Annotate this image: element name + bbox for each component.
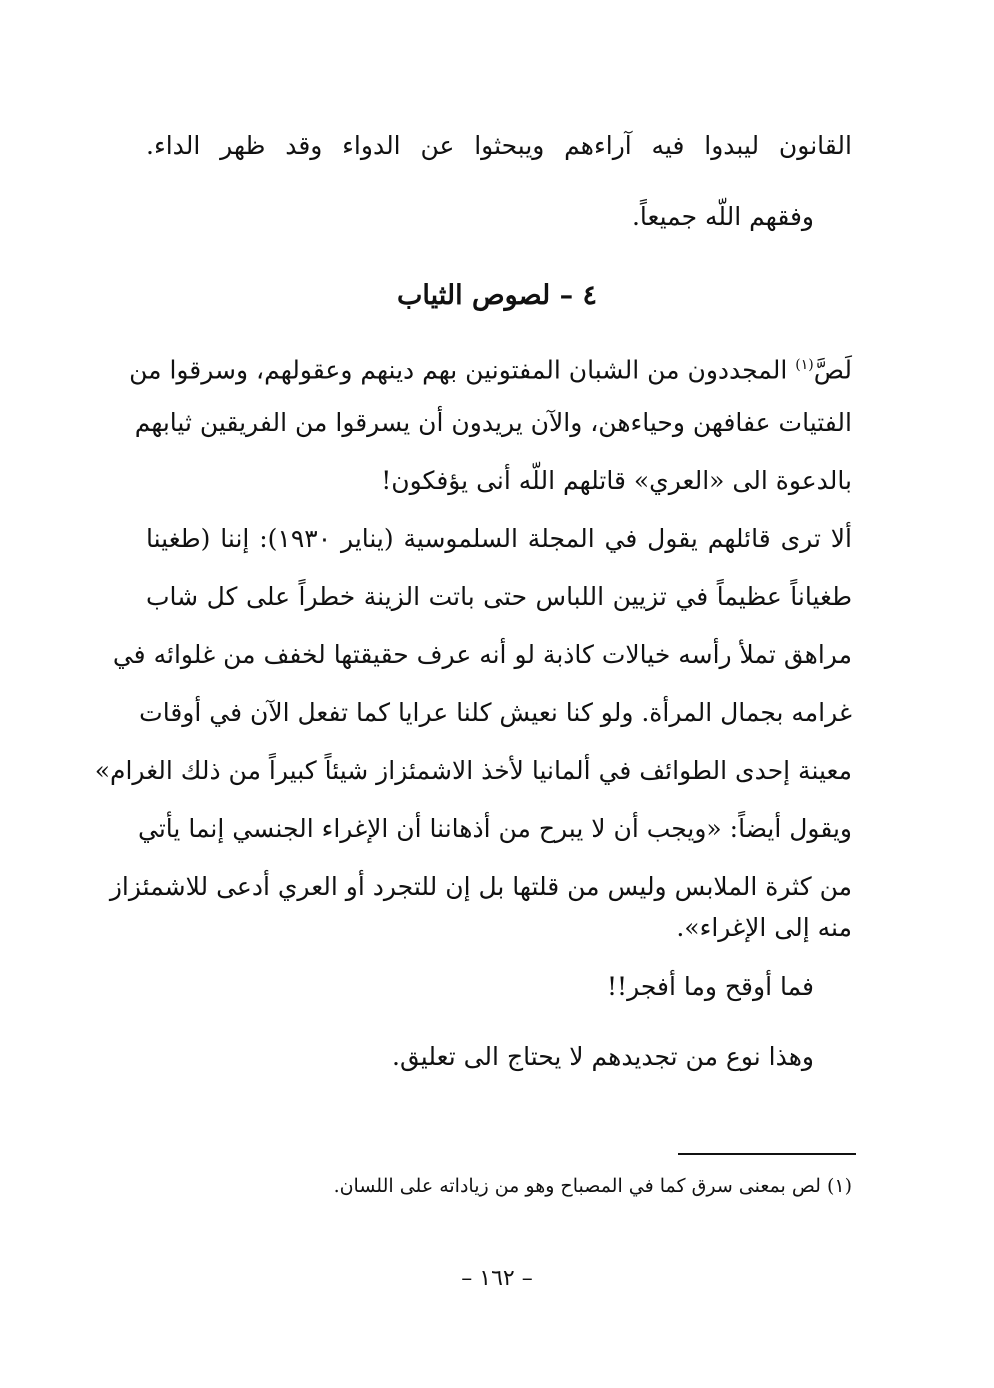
paragraph-line: وفقهم اللّه جميعاً. xyxy=(631,202,814,231)
paragraph-line: وهذا نوع من تجديدهم لا يحتاج الى تعليق. xyxy=(392,1042,814,1071)
paragraph-line: مراهق تملأ رأسه خيالات كاذبة لو أنه عرف حقيقتها لخفف من غلوائه في xyxy=(112,640,852,669)
paragraph-line xyxy=(129,345,852,390)
footnote-divider xyxy=(678,1153,856,1155)
paragraph-first-word: لَصَّ xyxy=(813,355,852,385)
page-number: – ١٦٢ – xyxy=(461,1266,533,1291)
paragraph-line: ألا ترى قائلهم يقول في المجلة السلموسية (يناير ١٩٣٠): إننا (طغينا xyxy=(146,524,852,553)
paragraph-line: ويقول أيضاً: «ويجب أن لا يبرح من أذهاننا أن الإغراء الجنسي إنما يأتي xyxy=(138,814,852,843)
paragraph-line: فما أوقح وما أفجر!! xyxy=(607,972,814,1001)
paragraph-line: غرامه بجمال المرأة. ولو كنا نعيش كلنا عرايا كما تفعل الآن في أوقات xyxy=(139,698,852,727)
paragraph-line: القانون ليبدوا فيه آراءهم ويبحثوا عن الدواء وقد ظهر الداء. xyxy=(146,131,852,160)
paragraph-line: بالدعوة الى «العري» قاتلهم اللّه أنى يؤفكون! xyxy=(381,466,852,495)
paragraph-line: طغياناً عظيماً في تزيين اللباس حتى باتت الزينة خطراً على كل شاب xyxy=(146,582,852,611)
footnote-marker: (١) xyxy=(795,357,814,373)
section-heading: ٤ – لصوص الثياب xyxy=(396,280,598,311)
paragraph-line: من كثرة الملابس وليس من قلتها بل إن للتجرد أو العري أدعى للاشمئزاز xyxy=(109,872,852,901)
paragraph-line: منه إلى الإغراء». xyxy=(676,913,852,942)
paragraph-line: معينة إحدى الطوائف في ألمانيا لأخذ الاشمئزاز شيئاً كبيراً من ذلك الغرام» xyxy=(94,756,852,785)
footnote: (١) لص بمعنى سرق كما في المصباح وهو من زياداته على اللسان. xyxy=(333,1175,852,1197)
paragraph-line: الفتيات عفافهن وحياءهن، والآن يريدون أن يسرقوا من الفريقين ثيابهم xyxy=(134,408,852,437)
paragraph-line-text: المجددون من الشبان المفتونين بهم دينهم وعقولهم، وسرقوا من xyxy=(129,355,788,385)
